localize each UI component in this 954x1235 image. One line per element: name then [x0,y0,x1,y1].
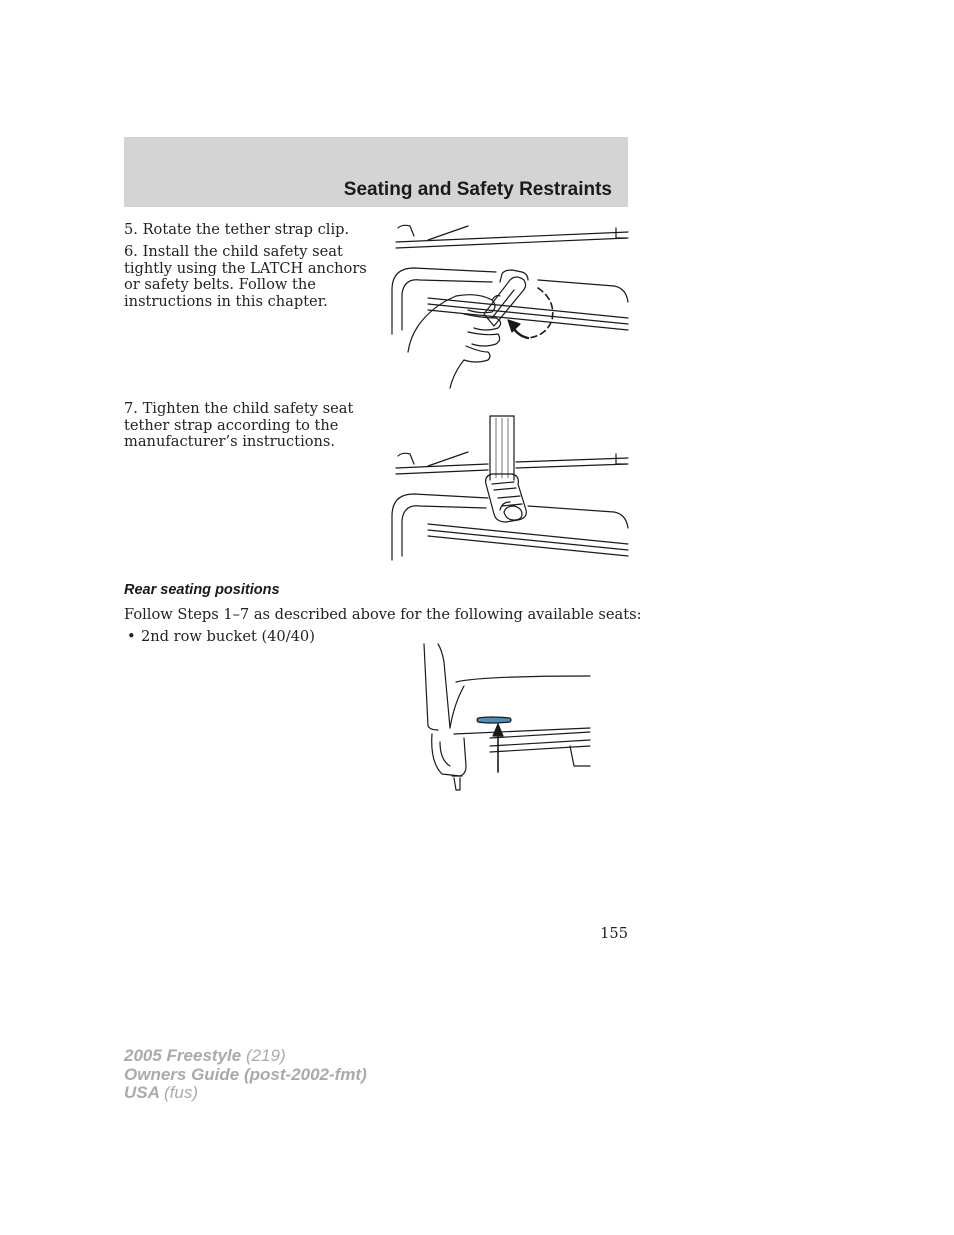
step-5-text: 5. Rotate the tether strap clip. [124,221,350,238]
list-item-label: 2nd row bucket (40/40) [141,628,315,645]
page-number: 155 [600,925,628,942]
tether-strap-tighten-illustration [388,414,630,562]
footer-line-2 [124,1066,367,1085]
footer-line-1 [124,1047,367,1066]
list-item [124,629,315,646]
footer-market-code: (fus) [164,1083,198,1102]
section-title: Seating and Safety Restraints [343,179,612,200]
step-6-text: 6. Install the child safety seat tightly using the LATCH anchors or safety belts. Follow the instructions in this chapter. [124,243,367,310]
document-footer [124,1047,367,1103]
rear-seat-anchor-illustration [420,642,592,792]
tether-clip-rotate-illustration [388,222,630,390]
footer-market: USA [124,1083,160,1102]
footer-line-3 [124,1084,367,1103]
seat-list [124,629,315,646]
rear-seating-heading: Rear seating positions [124,582,280,598]
footer-guide: Owners Guide (post-2002-fmt) [124,1064,367,1084]
section-header-band [124,137,628,207]
footer-model: 2005 Freestyle [124,1046,242,1065]
bullet-glyph: • [127,628,136,645]
step-7-text: 7. Tighten the child safety seat tether strap according to the manufacturer’s instructions. [124,400,354,450]
footer-model-code: (219) [245,1046,286,1065]
rear-seating-intro: Follow Steps 1–7 as described above for the following available seats: [124,606,642,623]
